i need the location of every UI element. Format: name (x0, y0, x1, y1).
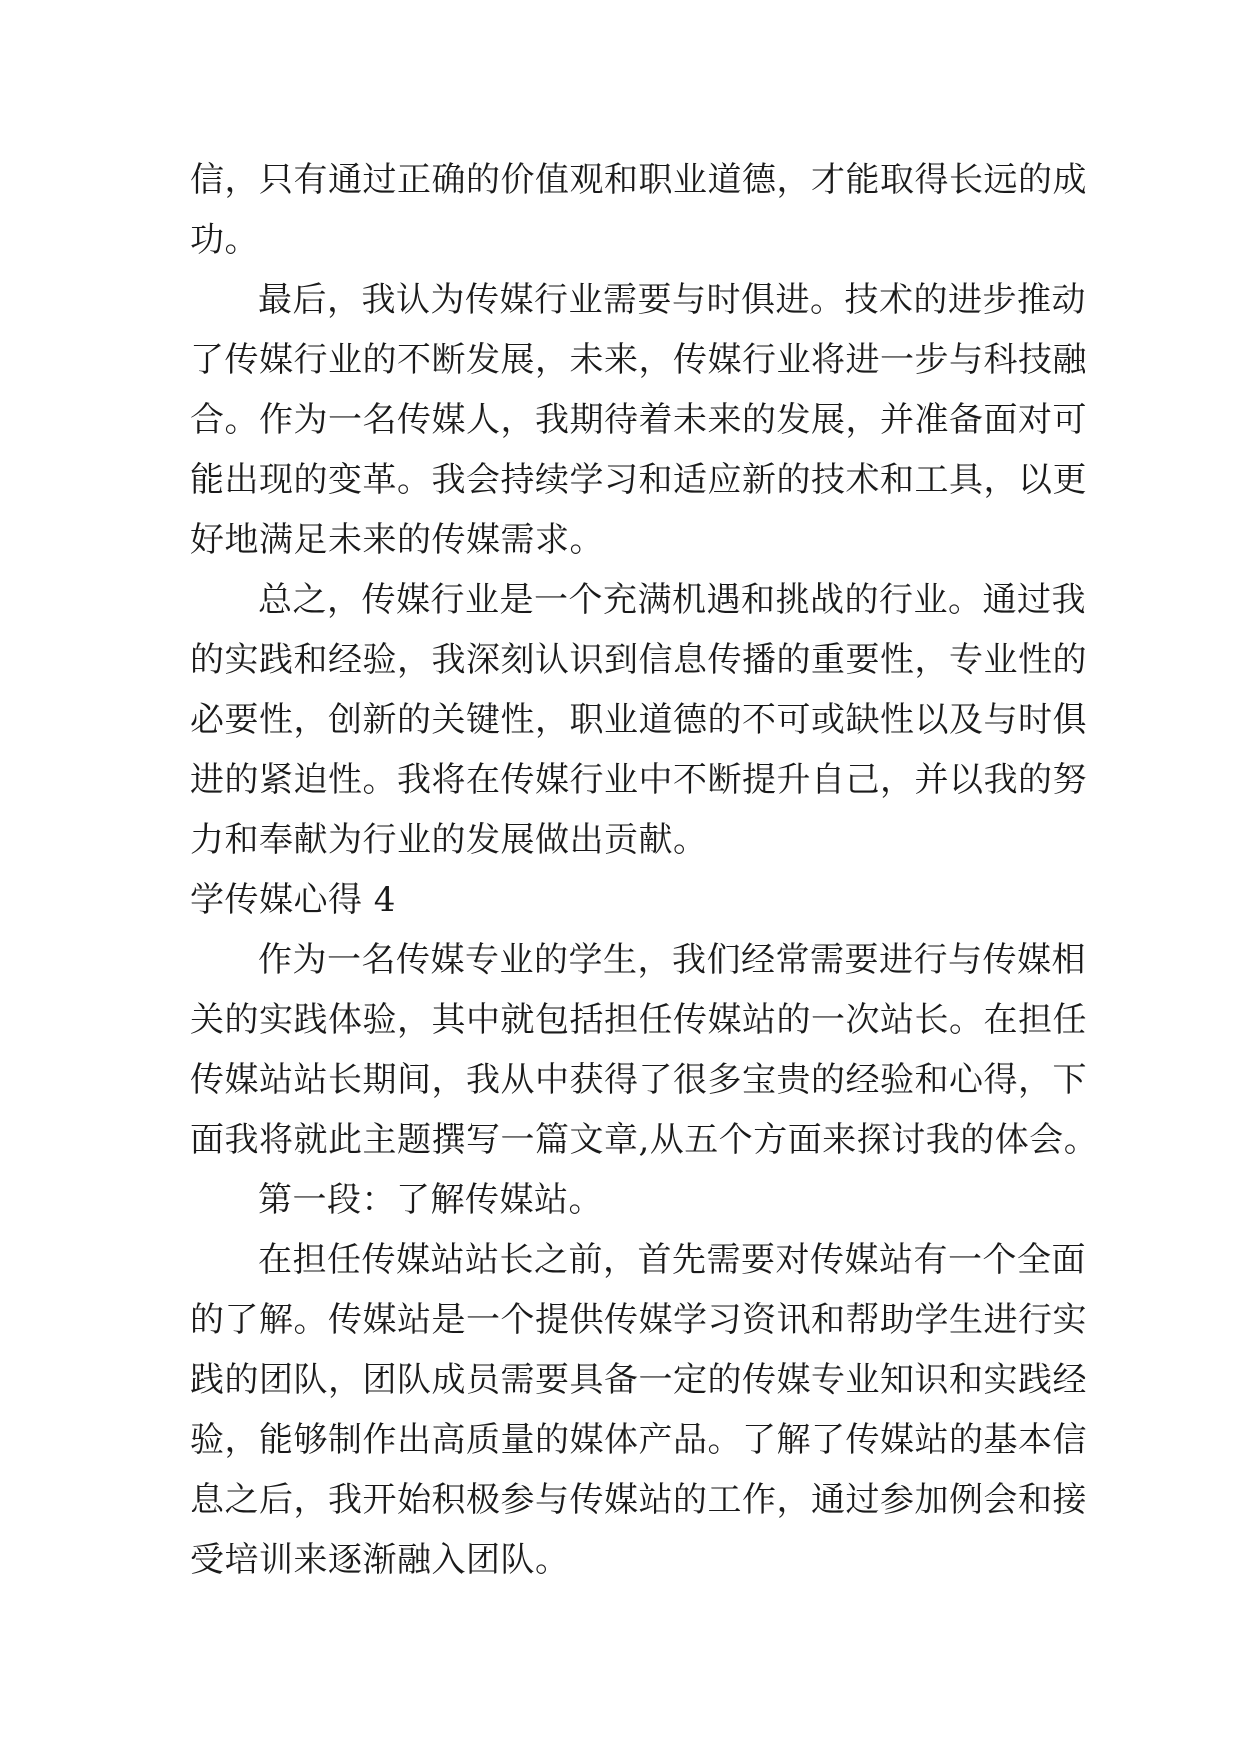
paragraph-line: 践的团队，团队成员需要具备一定的传媒专业知识和实践经 (190, 1360, 1087, 1400)
paragraph-line: 最后，我认为传媒行业需要与时俱进。技术的进步推动 (258, 280, 1086, 320)
paragraph-line: 合。作为一名传媒人，我期待着未来的发展，并准备面对可 (190, 400, 1087, 440)
subsection-heading: 第一段：了解传媒站。 (258, 1180, 603, 1220)
paragraph-line: 力和奉献为行业的发展做出贡献。 (190, 820, 708, 860)
paragraph-line: 功。 (190, 220, 259, 260)
paragraph-line: 的了解。传媒站是一个提供传媒学习资讯和帮助学生进行实 (190, 1300, 1087, 1340)
paragraph-line: 的实践和经验，我深刻认识到信息传播的重要性，专业性的 (190, 640, 1087, 680)
paragraph-line: 传媒站站长期间，我从中获得了很多宝贵的经验和心得，下 (190, 1060, 1087, 1100)
paragraph-line: 信，只有通过正确的价值观和职业道德，才能取得长远的成 (190, 160, 1087, 200)
paragraph-line: 能出现的变革。我会持续学习和适应新的技术和工具，以更 (190, 460, 1087, 500)
paragraph-line: 息之后，我开始积极参与传媒站的工作，通过参加例会和接 (190, 1480, 1087, 1520)
paragraph-line: 了传媒行业的不断发展，未来，传媒行业将进一步与科技融 (190, 340, 1087, 380)
paragraph-line: 面我将就此主题撰写一篇文章,从五个方面来探讨我的体会。 (190, 1120, 1099, 1160)
paragraph-line: 好地满足未来的传媒需求。 (190, 520, 604, 560)
section-heading: 学传媒心得 4 (190, 880, 396, 920)
paragraph-line: 验，能够制作出高质量的媒体产品。了解了传媒站的基本信 (190, 1420, 1087, 1460)
paragraph-line: 进的紧迫性。我将在传媒行业中不断提升自己，并以我的努 (190, 760, 1087, 800)
paragraph-line: 作为一名传媒专业的学生，我们经常需要进行与传媒相 (258, 940, 1086, 980)
paragraph-line: 受培训来逐渐融入团队。 (190, 1540, 570, 1580)
paragraph-line: 在担任传媒站站长之前，首先需要对传媒站有一个全面 (258, 1240, 1086, 1280)
paragraph-line: 总之，传媒行业是一个充满机遇和挑战的行业。通过我 (258, 580, 1086, 620)
paragraph-line: 必要性，创新的关键性，职业道德的不可或缺性以及与时俱 (190, 700, 1087, 740)
paragraph-line: 关的实践体验，其中就包括担任传媒站的一次站长。在担任 (190, 1000, 1087, 1040)
document-page (190, 150, 1099, 1590)
